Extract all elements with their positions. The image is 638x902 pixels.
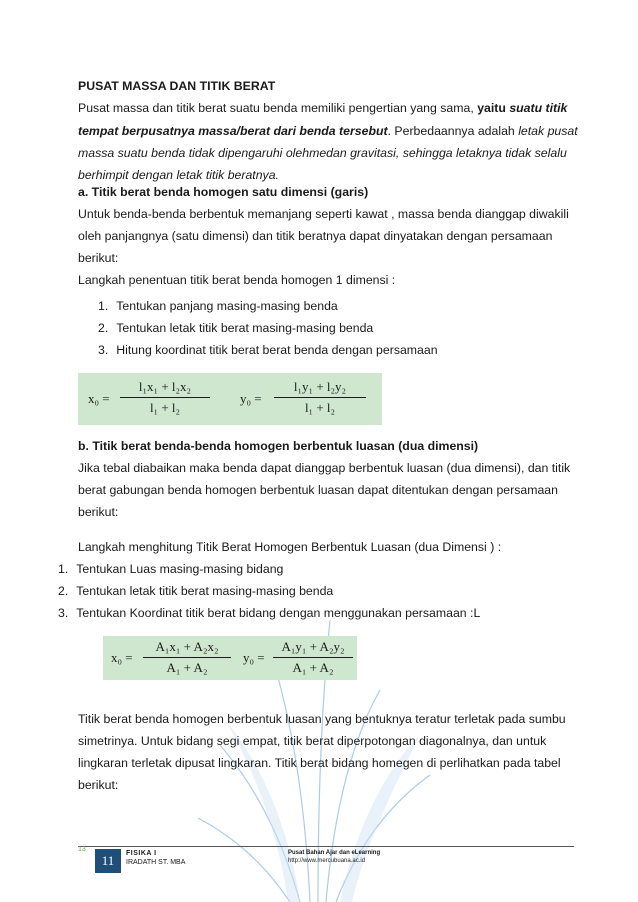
list-text: Tentukan letak titik berat masing-masing benda [76,584,334,598]
formula-box-2d [103,636,357,680]
footer-url: http://www.mercubuana.ac.id [288,858,366,864]
list-number: 1. [58,562,69,576]
footer-author: IRADATH ST. MBA [126,859,186,866]
formula-denominator: A₁ + A₂ [166,660,208,675]
intro-line-2 [78,123,578,139]
formula-lhs-x: x₀ = [111,650,133,665]
list-text: Hitung koordinat titik berat berat benda dengan persamaan [116,343,438,357]
footer-divider [78,846,574,847]
formula-frac-x [143,639,231,676]
formula-denominator: l₁ + l₂ [304,400,336,415]
list-number: 3. [98,343,109,357]
list-item [58,561,283,577]
formula-denominator: A₁ + A₂ [292,660,334,675]
footer-center-name: Pusat Bahan Ajar dan eLearning [288,850,381,856]
list-number: 2. [98,321,109,335]
list-item [98,298,338,314]
formula-lhs-y: y₀ = [243,650,265,665]
formula-denominator: l₁ + l₂ [149,400,181,415]
formula-numerator: A₁x₁ + A₂x₂ [155,639,219,654]
formula-frac-y [273,639,353,676]
section-a-para-3: berikut: [78,251,119,265]
section-a-title: a. Titik berat benda homogen satu dimensi (garis) [78,185,369,199]
list-item [98,342,438,358]
list-number: 3. [58,606,69,620]
intro-italic: letak pusat [518,124,578,138]
list-item [58,583,333,599]
intro-line-3: massa suatu benda tidak dipengaruhi olehmedan gravitasi, sehingga letaknya tidak selalu [78,146,567,160]
list-text: Tentukan Luas masing-masing bidang [76,562,284,576]
fraction-bar [120,397,210,398]
intro-line-1 [78,100,567,116]
section-a-para-2: oleh panjangnya (satu dimensi) dan titik beratnya dapat dinyatakan dengan persamaan [78,229,553,243]
closing-line-2: simetrinya. Untuk bidang segi empat, titik berat diperpotongan diagonalnya, dan untuk [78,734,547,748]
list-text: Tentukan letak titik berat masing-masing benda [116,321,374,335]
section-b-para-3: berikut: [78,505,119,519]
footer-course: FISIKA I [126,850,157,857]
list-text: Tentukan panjang masing-masing benda [116,299,338,313]
section-b-para-2: berat gabungan benda homogen berbentuk luasan dapat ditentukan dengan persamaan [78,483,558,497]
list-text: Tentukan Koordinat titik berat bidang dengan menggunakan persamaan :L [76,606,481,620]
intro-bold-italic: tempat berpusatnya massa/berat dari benda tersebut [78,124,388,138]
page-heading: PUSAT MASSA DAN TITIK BERAT [78,79,276,93]
section-b-para-1: Jika tebal diabaikan maka benda dapat dianggap berbentuk luasan (dua dimensi), dan titik [78,461,571,475]
section-a-para-1: Untuk benda-benda berbentuk memanjang seperti kawat , massa benda dianggap diwakili [78,207,569,221]
fraction-bar [273,657,353,658]
formula-numerator: l₁x₁ + l₂x₂ [138,379,192,394]
intro-text: . Perbedaannya adalah [387,124,515,138]
formula-lhs-x: x₀ = [88,391,110,406]
intro-bold: yaitu [477,101,506,115]
closing-line-4: berikut: [78,778,119,792]
section-a-steps-title: Langkah penentuan titik berat benda homogen 1 dimensi : [78,273,396,287]
section-b-title: b. Titik berat benda-benda homogen berbentuk luasan (dua dimensi) [78,439,479,453]
list-number: 1. [98,299,109,313]
list-item [58,605,480,621]
section-b-steps-title: Langkah menghitung Titik Berat Homogen Berbentuk Luasan (dua Dimensi ) : [78,540,502,554]
formula-numerator: l₁y₁ + l₂y₂ [293,379,347,394]
closing-line-3: lingkaran terletak dipusat lingkaran. Titik berat bidang homegen di perlihatkan pada tabel [78,756,561,770]
footer-page-number: 11 [95,849,121,873]
formula-frac-y [274,379,366,416]
fraction-bar [274,397,366,398]
intro-line-4: berhimpit dengan letak titik beratnya. [78,168,279,182]
formula-box-1d [78,373,382,425]
list-number: 2. [58,584,69,598]
formula-frac-x [120,379,210,416]
footer-small-page-number: 13 [78,846,86,853]
closing-line-1: Titik berat benda homogen berbentuk luasan yang bentuknya teratur terletak pada sumbu [78,712,566,726]
intro-bold-italic: suatu titik [509,101,568,115]
formula-numerator: A₁y₁ + A₂y₂ [281,639,345,654]
formula-lhs-y: y₀ = [240,391,262,406]
list-item [98,320,373,336]
fraction-bar [143,657,231,658]
intro-text: Pusat massa dan titik berat suatu benda memiliki pengertian yang sama, [78,101,474,115]
